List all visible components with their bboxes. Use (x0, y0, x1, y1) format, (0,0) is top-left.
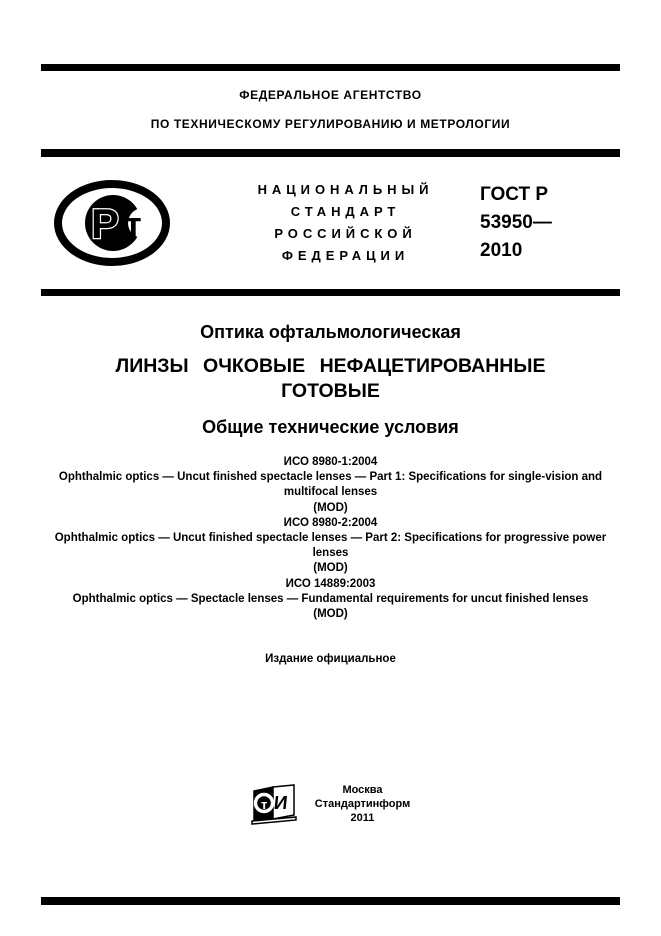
top-rule (41, 64, 620, 71)
bottom-rule (41, 897, 620, 905)
national-standard-label (211, 179, 480, 267)
imprint-text (315, 783, 410, 825)
spacer (0, 131, 661, 149)
iso-reference (46, 455, 616, 516)
iso-mod-note: (MOD) (313, 501, 348, 514)
header-rule (41, 149, 620, 157)
iso-title: Ophthalmic optics — Spectacle lenses — Fundamental requirements for uncut finished lenses (72, 592, 589, 605)
standard-type-line: НАЦИОНАЛЬНЫЙ (257, 182, 434, 197)
iso-references (46, 455, 616, 622)
iso-title: Ophthalmic optics — Uncut finished spectacle lenses — Part 2: Specifications for progressive power lenses (54, 532, 607, 560)
designation-number: 53950— (480, 212, 552, 233)
imprint-city: Москва (342, 784, 383, 797)
svg-text:И: И (272, 793, 289, 815)
standard-type-line: РОССИЙСКОЙ (274, 226, 417, 241)
imprint-block (0, 783, 661, 825)
agency-name-line2: ПО ТЕХНИЧЕСКОМУ РЕГУЛИРОВАНИЮ И МЕТРОЛОГИИ (150, 117, 511, 131)
rst-logo-container (41, 178, 211, 268)
svg-text:т: т (125, 206, 142, 244)
iso-code: ИСО 8980-1:2004 (283, 456, 378, 468)
iso-code: ИСО 14889:2003 (285, 577, 376, 590)
official-edition-note: Издание официальное (265, 653, 396, 666)
agency-name-line1: ФЕДЕРАЛЬНОЕ АГЕНТСТВО (239, 88, 422, 102)
main-title-line1: ЛИНЗЫ ОЧКОВЫЕ НЕФАЦЕТИРОВАННЫЕ (115, 355, 546, 377)
iso-reference (46, 577, 616, 623)
iso-mod-note: (MOD) (313, 562, 348, 575)
standartinform-logo-icon (251, 783, 297, 825)
designation-prefix: ГОСТ Р (480, 184, 549, 205)
standard-type-line: ФЕДЕРАЦИИ (281, 248, 410, 263)
standard-main-title (0, 354, 661, 404)
standard-designation (480, 181, 620, 265)
standard-type-line: СТАНДАРТ (290, 204, 401, 219)
main-title-line2: ГОТОВЫЕ (281, 380, 380, 402)
standard-subject: Оптика офтальмологическая (200, 322, 461, 342)
svg-text:Р: Р (91, 200, 120, 247)
standard-banner (41, 157, 620, 289)
standard-subtitle: Общие технические условия (202, 417, 459, 437)
imprint-publisher: Стандартинформ (314, 798, 411, 811)
iso-code: ИСО 8980-2:2004 (283, 516, 378, 529)
iso-reference (46, 516, 616, 577)
iso-title: Ophthalmic optics — Uncut finished spectacle lenses — Part 1: Specifications for single-vision and multifocal lenses (58, 471, 603, 499)
svg-text:т: т (260, 797, 268, 813)
top-margin (0, 0, 661, 64)
imprint-year: 2011 (350, 812, 375, 825)
designation-year: 2010 (480, 240, 523, 261)
rst-logo-icon (53, 178, 171, 268)
banner-bottom-rule (41, 289, 620, 296)
iso-mod-note: (MOD) (313, 608, 348, 621)
